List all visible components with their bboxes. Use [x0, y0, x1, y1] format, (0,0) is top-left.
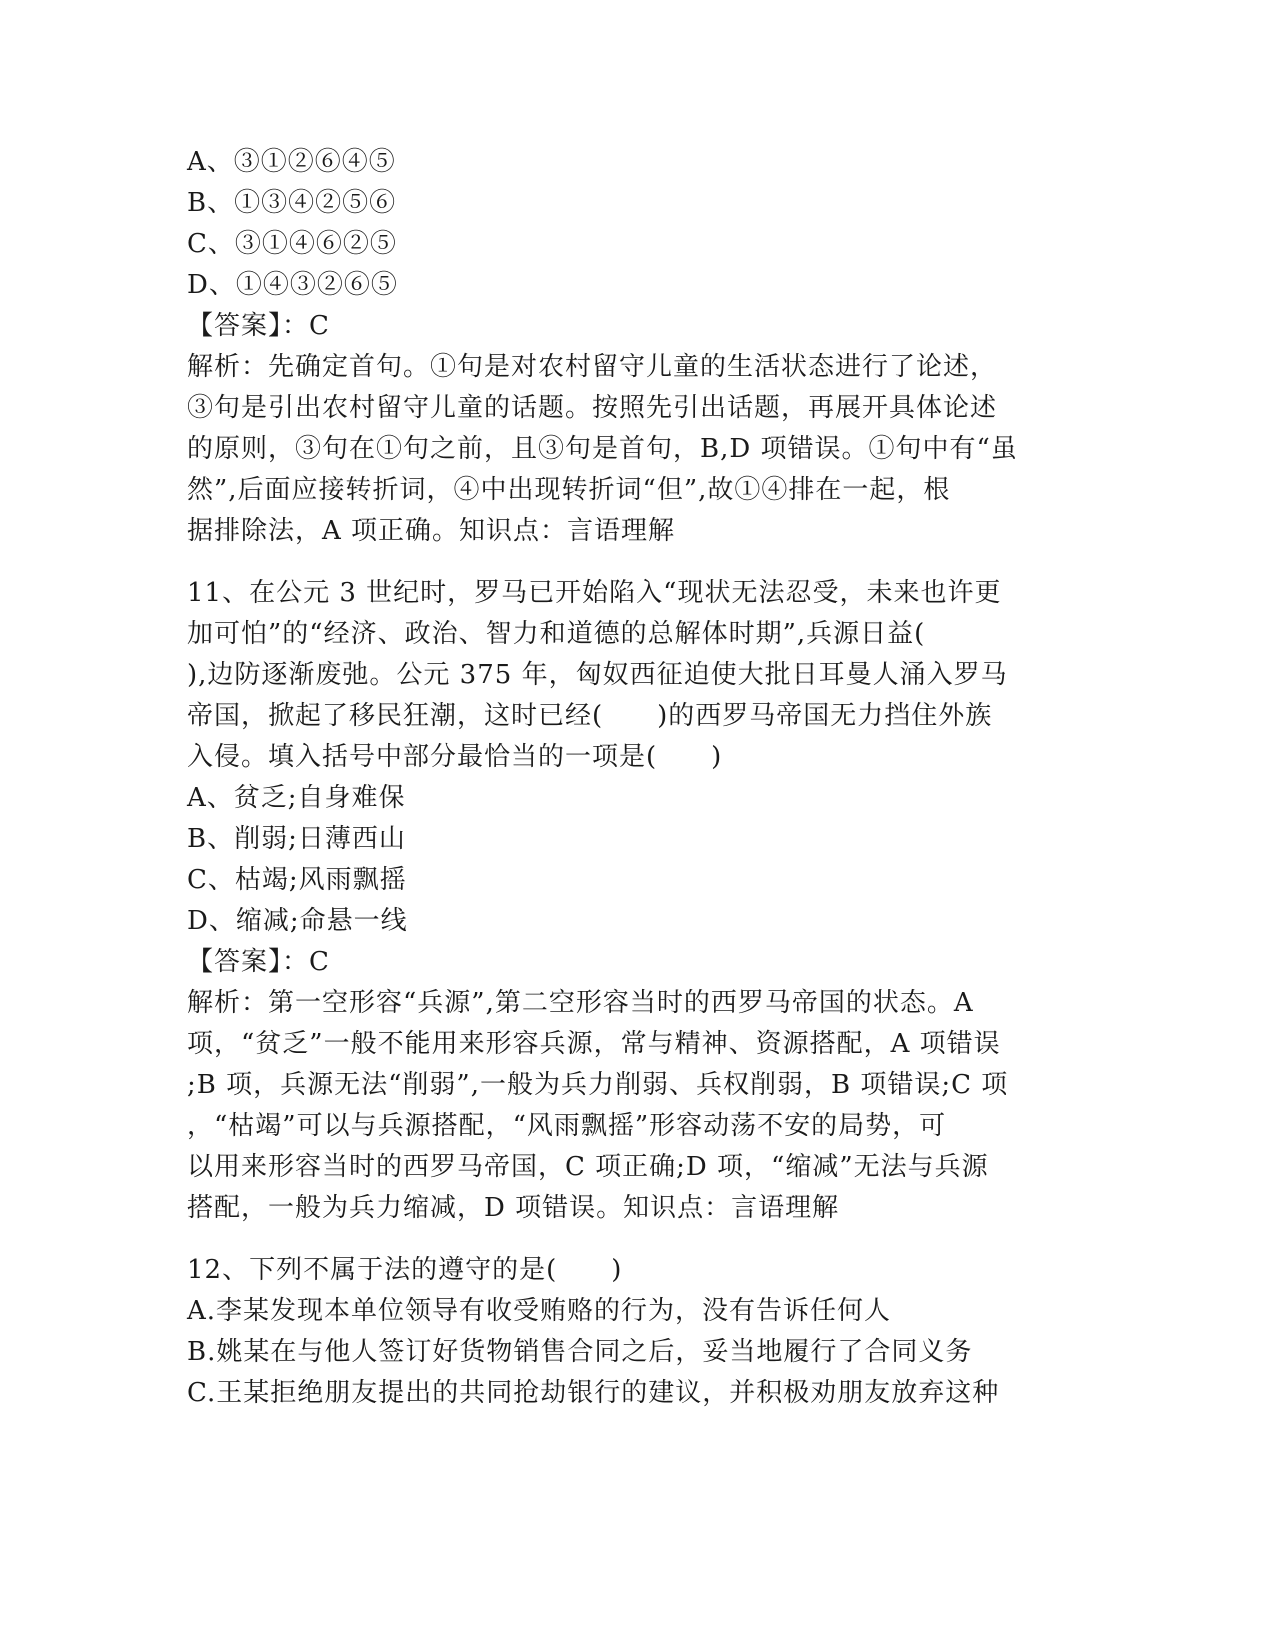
q10-analysis-line: 然”,后面应接转折词，④中出现转折词“但”,故①④排在一起，根	[187, 475, 951, 505]
q11-option-d: D、缩减;命悬一线	[187, 906, 408, 936]
q12-option-b: B.姚某在与他人签订好货物销售合同之后，妥当地履行了合同义务	[187, 1337, 973, 1367]
q10-analysis-line: 据排除法，A 项正确。知识点：言语理解	[187, 516, 676, 546]
q11-option-a: A、贫乏;自身难保	[187, 783, 406, 813]
q12-option-a: A.李某发现本单位领导有收受贿赂的行为，没有告诉任何人	[187, 1296, 892, 1326]
q10-option-d: D、①④③②⑥⑤	[187, 270, 398, 300]
q10-answer: 【答案】：C	[187, 311, 330, 341]
q11-analysis-line: 搭配，一般为兵力缩减，D 项错误。知识点：言语理解	[187, 1193, 840, 1223]
q12-question: 12、下列不属于法的遵守的是( )	[187, 1255, 623, 1285]
q11-analysis-line: 解析：第一空形容“兵源”,第二空形容当时的西罗马帝国的状态。A	[187, 988, 974, 1018]
q10-analysis-line: 解析：先确定首句。①句是对农村留守儿童的生活状态进行了论述，	[187, 352, 998, 382]
q11-option-c: C、枯竭;风雨飘摇	[187, 865, 407, 895]
q11-answer: 【答案】：C	[187, 947, 330, 977]
q11-option-b: B、削弱;日薄西山	[187, 824, 406, 854]
q10-option-a: A、③①②⑥④⑤	[187, 147, 396, 177]
q11-analysis-line: 项，“贫乏”一般不能用来形容兵源，常与精神、资源搭配，A 项错误	[187, 1029, 1001, 1059]
q11-analysis-line: ，“枯竭”可以与兵源搭配，“风雨飘摇”形容动荡不安的局势，可	[187, 1111, 947, 1141]
q10-analysis-line: 的原则，③句在①句之前，且③句是首句，B,D 项错误。①句中有“虽	[187, 434, 1018, 464]
q11-question-line: 入侵。填入括号中部分最恰当的一项是( )	[187, 742, 723, 772]
q11-question-line: 加可怕”的“经济、政治、智力和道德的总解体时期”,兵源日益(	[187, 619, 926, 649]
q10-analysis-line: ③句是引出农村留守儿童的话题。按照先引出话题，再展开具体论述	[187, 393, 998, 423]
q11-question-line: ),边防逐渐废弛。公元 375 年，匈奴西征迫使大批日耳曼人涌入罗马	[187, 660, 1008, 690]
q11-analysis-line: ;B 项，兵源无法“削弱”,一般为兵力削弱、兵权削弱，B 项错误;C 项	[187, 1070, 1009, 1100]
q12-option-c: C.王某拒绝朋友提出的共同抢劫银行的建议，并积极劝朋友放弃这种	[187, 1378, 1000, 1408]
q11-question-line: 11、在公元 3 世纪时，罗马已开始陷入“现状无法忍受，未来也许更	[187, 578, 1002, 608]
q11-analysis-line: 以用来形容当时的西罗马帝国，C 项正确;D 项，“缩减”无法与兵源	[187, 1152, 989, 1182]
q11-question-line: 帝国，掀起了移民狂潮，这时已经( )的西罗马帝国无力挡住外族	[187, 701, 993, 731]
q10-option-b: B、①③④②⑤⑥	[187, 188, 397, 218]
q10-option-c: C、③①④⑥②⑤	[187, 229, 397, 259]
